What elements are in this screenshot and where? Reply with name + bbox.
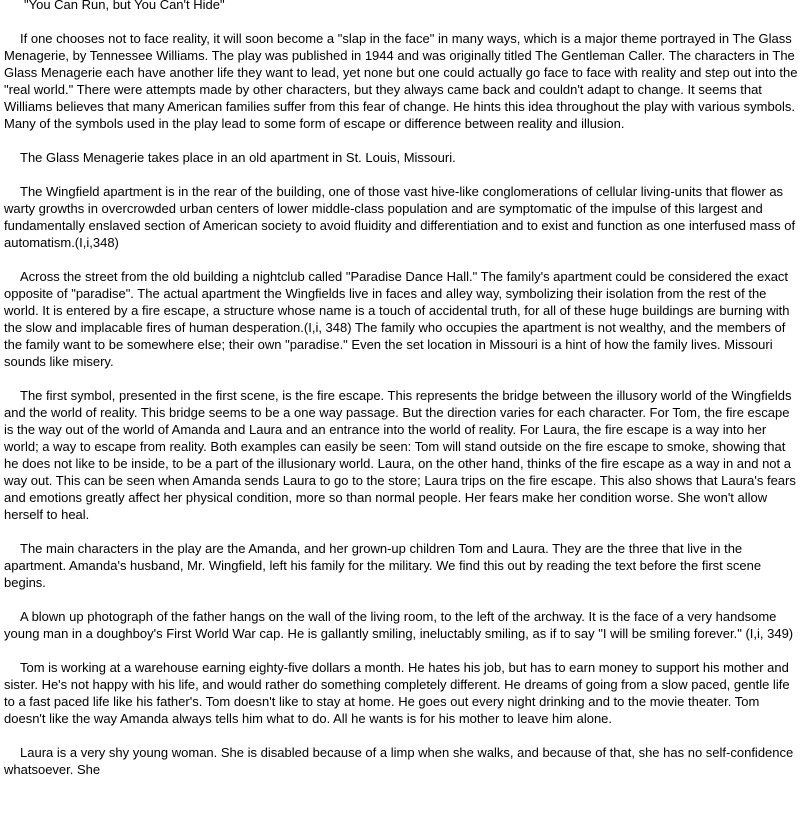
paragraph-main-characters: The main characters in the play are the Amanda, and her grown-up children Tom and Laura. They are the three that live in the apartment. Amanda's husband, Mr. Wingfield, left his family for the military. We find this out by reading the text before the first scene begins. <box>4 541 762 590</box>
paragraph-tom: Tom is working at a warehouse earning eighty-five dollars a month. He hates his job, but has to earn money to support his mother and sister. He's not happy with his life, and would rather do something completely different. He dreams of going from a slow paced, gentle life to a fast paced life like his father's. Tom doesn't like to stay at home. He goes out every night drinking and to the movie theater. Tom doesn't like the way Amanda always tells him what to do. All he wants is for his mother to leave him alone. <box>4 660 790 726</box>
paragraph-setting: The Glass Menagerie takes place in an old apartment in St. Louis, Missouri. <box>20 150 456 165</box>
paragraph-laura: Laura is a very shy young woman. She is disabled because of a limp when she walks, and because of that, she has no self-confidence whatsoever. She <box>4 745 794 777</box>
paragraph-apartment-quote: The Wingfield apartment is in the rear of the building, one of those vast hive-like conglomerations of cellular living-units that flower as warty growths in overcrowded urban centers of lower middle-class population and are symptomatic of the impulse of this largest and fundamentally enslaved section of American society to avoid fluidity and differentiation and to exist and function as one interfused mass of automatism.(I,i,348) <box>4 184 796 250</box>
essay-document <box>4 0 798 795</box>
paragraph-photograph: A blown up photograph of the father hangs on the wall of the living room, to the left of the archway. It is the face of a very handsome young man in a doughboy's First World War cap. He is gallantly smiling, ineluctably smiling, as if to say "I will be smiling forever." (I,i, 349) <box>4 609 794 641</box>
title-spacer <box>4 13 798 30</box>
paragraph-fire-escape: The first symbol, presented in the first scene, is the fire escape. This represents the bridge between the illusory world of the Wingfields and the world of reality. This bridge seems to be a one way passage. But the direction varies for each character. For Tom, the fire escape is the way out of the world of Amanda and Laura and an entrance into the world of reality. For Laura, the fire escape is a way into her world; a way to escape from reality. Both examples can easily be seen: Tom will stand outside on the fire escape to smoke, showing that he does not like to be inside, to be a part of the illusionary world. Laura, on the other hand, thinks of the fire escape as a way in and not a way out. This can be seen when Amanda sends Laura to go to the store; Laura trips on the fire escape. This also shows that Laura's fears and emotions greatly affect her physical condition, more so than normal people. Her fears make her condition worse. She won't allow herself to heal. <box>4 388 796 522</box>
paragraph-paradise: Across the street from the old building a nightclub called "Paradise Dance Hall." The family's apartment could be considered the exact opposite of "paradise". The actual apartment the Wingfields live in faces and alley way, symbolizing their isolation from the rest of the world. It is entered by a fire escape, a structure whose name is a touch of accidental truth, for all of these huge buildings are burning with the slow and implacable fires of human desperation.(I,i, 348) The family who occupies the apartment is not wealthy, and the members of the family want to be somewhere else; their own "paradise." Even the set location in Missouri is a hint of how the family lives. Missouri sounds like misery. <box>4 269 790 369</box>
essay-title: "You Can Run, but You Can't Hide" <box>24 0 225 12</box>
paragraph-intro: If one chooses not to face reality, it will soon become a "slap in the face" in many ways, which is a major theme portrayed in The Glass Menagerie, by Tennessee Williams. The play was published in 1944 and was originally titled The Gentleman Caller. The characters in The Glass Menagerie each have another life they want to lead, yet none but one could actually go face to face with reality and step out into the "real world." There were attempts made by other characters, but they always came back and couldn't adapt to change. It seems that Williams believes that many American families suffer from this fear of change. He hints this idea throughout the play with various symbols. Many of the symbols used in the play lead to some form of escape or difference between reality and illusion. <box>4 31 798 131</box>
